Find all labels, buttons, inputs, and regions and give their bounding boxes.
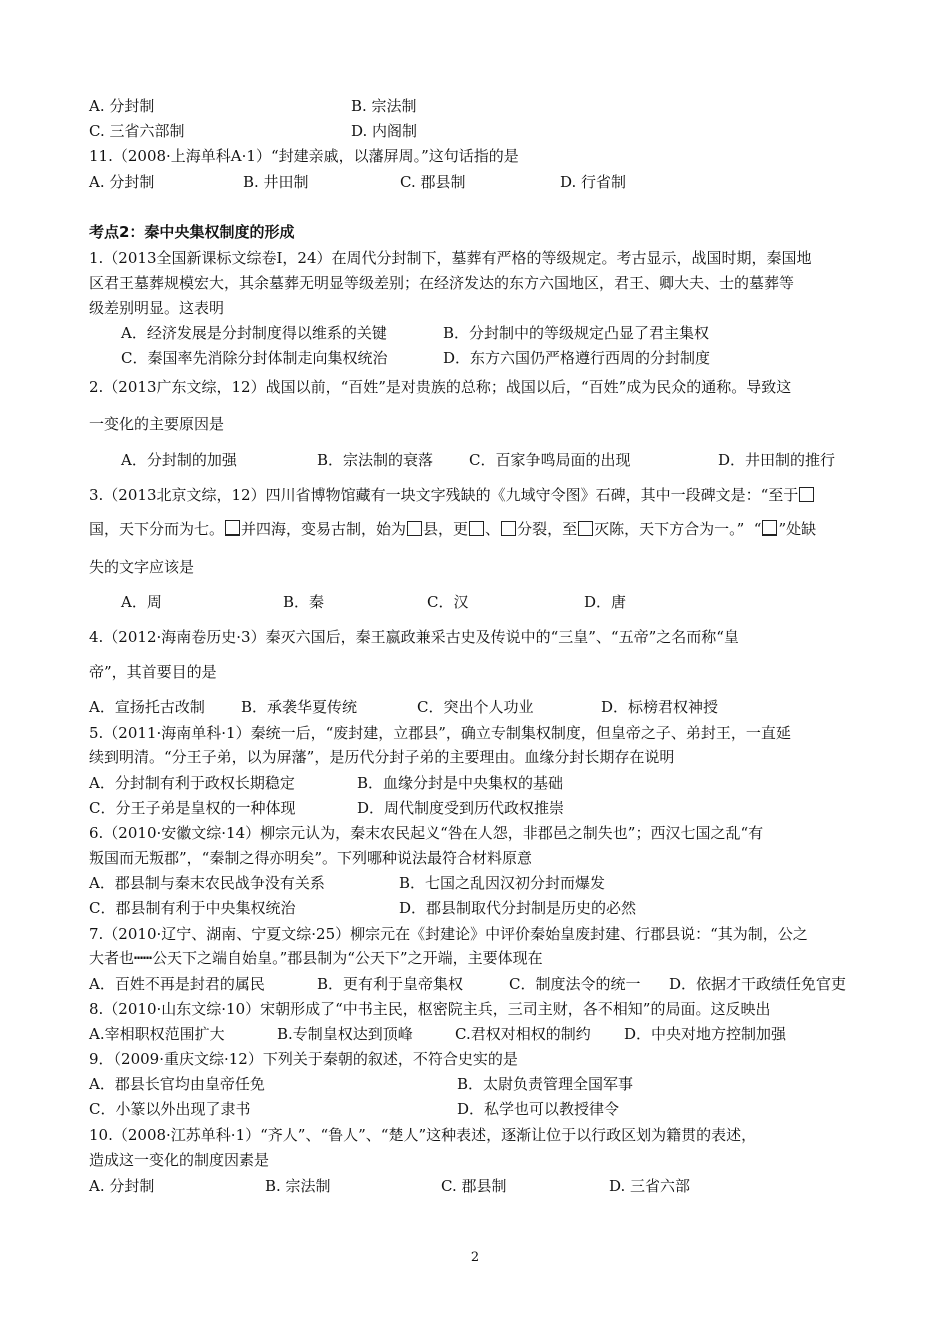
option-c: C. 三省六部制 — [89, 122, 185, 140]
q3-option-a: A．周 — [121, 593, 162, 611]
q7-option-c: C．制度法令的统一 — [509, 975, 641, 993]
q10-option-c: C. 郡县制 — [441, 1177, 507, 1195]
q3-option-d: D．唐 — [584, 593, 627, 611]
q7-option-b: B．更有利于皇帝集权 — [317, 975, 464, 993]
q11-option-d: D. 行省制 — [560, 173, 627, 191]
question-4-line-1: 4.（2012·海南卷历史·3）秦灭六国后，秦王嬴政兼采古史及传说中的“三皇”、“五帝”之名而称“皇 — [89, 628, 739, 646]
question-6-line-2: 叛国而无叛郡”，“秦制之得亦明矣”。下列哪种说法最符合材料原意 — [89, 849, 533, 867]
q1-option-b: B．分封制中的等级规定凸显了君主集权 — [443, 324, 710, 342]
q8-option-b: B.专制皇权达到顶峰 — [277, 1025, 413, 1043]
q6-option-a: A．郡县制与秦末农民战争没有关系 — [89, 874, 325, 892]
section-heading: 考点2：秦中央集权制度的形成 — [89, 223, 295, 241]
missing-char-box — [799, 487, 814, 502]
q4-option-d: D．标榜君权神授 — [601, 698, 719, 716]
q1-option-c: C．秦国率先消除分封体制走向集权统治 — [121, 349, 388, 367]
q3-text-4: 县，更 — [423, 520, 469, 538]
q10-option-b: B. 宗法制 — [265, 1177, 331, 1195]
q3-text-5: 、 — [485, 520, 501, 538]
q9-option-b: B．太尉负责管理全国军事 — [457, 1075, 634, 1093]
question-3-line-3: 失的文字应该是 — [89, 558, 195, 576]
question-5-line-2: 续到明清。“分王子弟，以为屏藩”，是历代分封子弟的主要理由。血缘分封长期存在说明 — [89, 748, 675, 766]
q3-text-1: 3.（2013北京文综，12）四川省博物馆藏有一块文字残缺的《九域守令图》石碑，其中一段碑文是：“至于 — [89, 486, 799, 504]
question-1-line-3: 级差别明显。这表明 — [89, 299, 225, 317]
question-9-line-1: 9．（2009·重庆文综·12）下列关于秦朝的叙述，不符合史实的是 — [89, 1050, 518, 1068]
q6-option-b: B．七国之乱因汉初分封而爆发 — [399, 874, 606, 892]
question-7-line-2: 大者也┅┅公天下之端自始皇。”郡县制为“公天下”之开端，主要体现在 — [89, 949, 543, 967]
q9-option-c: C．小篆以外出现了隶书 — [89, 1100, 251, 1118]
q3-option-c: C．汉 — [427, 593, 469, 611]
q11-option-a: A. 分封制 — [89, 173, 155, 191]
q4-option-b: B．承袭华夏传统 — [241, 698, 358, 716]
option-a: A. 分封制 — [89, 97, 155, 115]
q5-option-b: B．血缘分封是中央集权的基础 — [357, 774, 564, 792]
option-d: D. 内阁制 — [351, 122, 418, 140]
q3-option-b: B．秦 — [283, 593, 325, 611]
option-b: B. 宗法制 — [351, 97, 417, 115]
q4-option-a: A．宣扬托古改制 — [89, 698, 205, 716]
q3-text-3: 并四海，变易古制，始为 — [241, 520, 407, 538]
q3-text-6: 分裂，至 — [517, 520, 578, 538]
q7-option-d: D．依据才干政绩任免官吏 — [669, 975, 847, 993]
question-6-line-1: 6.（2010·安徽文综·14）柳宗元认为，秦末农民起义“咎在人怨，非郡邑之制失也”；西汉七国之乱“有 — [89, 824, 764, 842]
q5-option-d: D．周代制度受到历代政权推崇 — [357, 799, 565, 817]
q6-option-c: C．郡县制有利于中央集权统治 — [89, 899, 296, 917]
q2-option-d: D．井田制的推行 — [718, 451, 836, 469]
missing-char-box — [469, 521, 484, 536]
q4-option-c: C．突出个人功业 — [417, 698, 534, 716]
question-1-line-1: 1.（2013全国新课标文综卷Ⅰ，24）在周代分封制下，墓葬有严格的等级规定。考古显示，战国时期，秦国地 — [89, 249, 812, 267]
q8-option-c: C.君权对相权的制约 — [455, 1025, 591, 1043]
missing-char-box — [225, 520, 240, 536]
q11-option-b: B. 井田制 — [243, 173, 309, 191]
question-2-line-2: 一变化的主要原因是 — [89, 415, 225, 433]
q2-option-a: A．分封制的加强 — [121, 451, 237, 469]
question-4-line-2: 帝”，其首要目的是 — [89, 663, 217, 681]
missing-char-box — [762, 520, 777, 536]
q3-text-2: 国，天下分而为七。 — [89, 520, 225, 538]
question-2-line-1: 2.（2013广东文综，12）战国以前，“百姓”是对贵族的总称；战国以后，“百姓”成为民众的通称。导致这 — [89, 378, 792, 396]
q8-option-d: D．中央对地方控制加强 — [624, 1025, 787, 1043]
q10-option-d: D. 三省六部 — [609, 1177, 691, 1195]
q6-option-d: D．郡县制取代分封制是历史的必然 — [399, 899, 637, 917]
missing-char-box — [501, 521, 516, 536]
question-3-line-2 — [89, 519, 816, 539]
question-11-stem: 11.（2008·上海单科A·1）“封建亲戚，以藩屏周。”这句话指的是 — [89, 147, 519, 165]
q9-option-a: A．郡县长官均由皇帝任免 — [89, 1075, 265, 1093]
question-5-line-1: 5.（2011·海南单科·1）秦统一后，“废封建，立郡县”，确立专制集权制度，但皇帝之子、弟封王，一直延 — [89, 724, 791, 742]
page-number: 2 — [470, 1250, 480, 1265]
q1-option-a: A．经济发展是分封制度得以维系的关键 — [121, 324, 387, 342]
question-10-line-2: 造成这一变化的制度因素是 — [89, 1151, 270, 1169]
question-3-line-1 — [89, 485, 815, 505]
q10-option-a: A. 分封制 — [89, 1177, 155, 1195]
q7-option-a: A．百姓不再是封君的属民 — [89, 975, 265, 993]
q2-option-b: B．宗法制的衰落 — [317, 451, 434, 469]
q3-text-7: 灭陈，天下方合为一。” “ — [594, 520, 762, 538]
missing-char-box — [407, 521, 422, 536]
q3-text-8: ”处缺 — [778, 520, 817, 538]
q8-option-a: A.宰相职权范围扩大 — [89, 1025, 225, 1043]
q5-option-a: A．分封制有利于政权长期稳定 — [89, 774, 295, 792]
missing-char-box — [578, 521, 593, 536]
question-7-line-1: 7.（2010·辽宁、湖南、宁夏文综·25）柳宗元在《封建论》中评价秦始皇废封建、行郡县说：“其为制，公之 — [89, 925, 808, 943]
q9-option-d: D．私学也可以教授律令 — [457, 1100, 620, 1118]
q5-option-c: C．分王子弟是皇权的一种体现 — [89, 799, 296, 817]
q1-option-d: D．东方六国仍严格遵行西周的分封制度 — [443, 349, 711, 367]
q2-option-c: C．百家争鸣局面的出现 — [469, 451, 631, 469]
question-10-line-1: 10.（2008·江苏单科·1）“齐人”、“鲁人”、“楚人”这种表述，逐渐让位于以行政区划为籍贯的表述， — [89, 1126, 757, 1144]
q11-option-c: C. 郡县制 — [400, 173, 466, 191]
question-1-line-2: 区君王墓葬规模宏大，其余墓葬无明显等级差别；在经济发达的东方六国地区，君王、卿大夫、士的墓葬等 — [89, 274, 795, 292]
question-8-line-1: 8.（2010·山东文综·10）宋朝形成了“中书主民，枢密院主兵，三司主财，各不相知”的局面。这反映出 — [89, 1000, 771, 1018]
